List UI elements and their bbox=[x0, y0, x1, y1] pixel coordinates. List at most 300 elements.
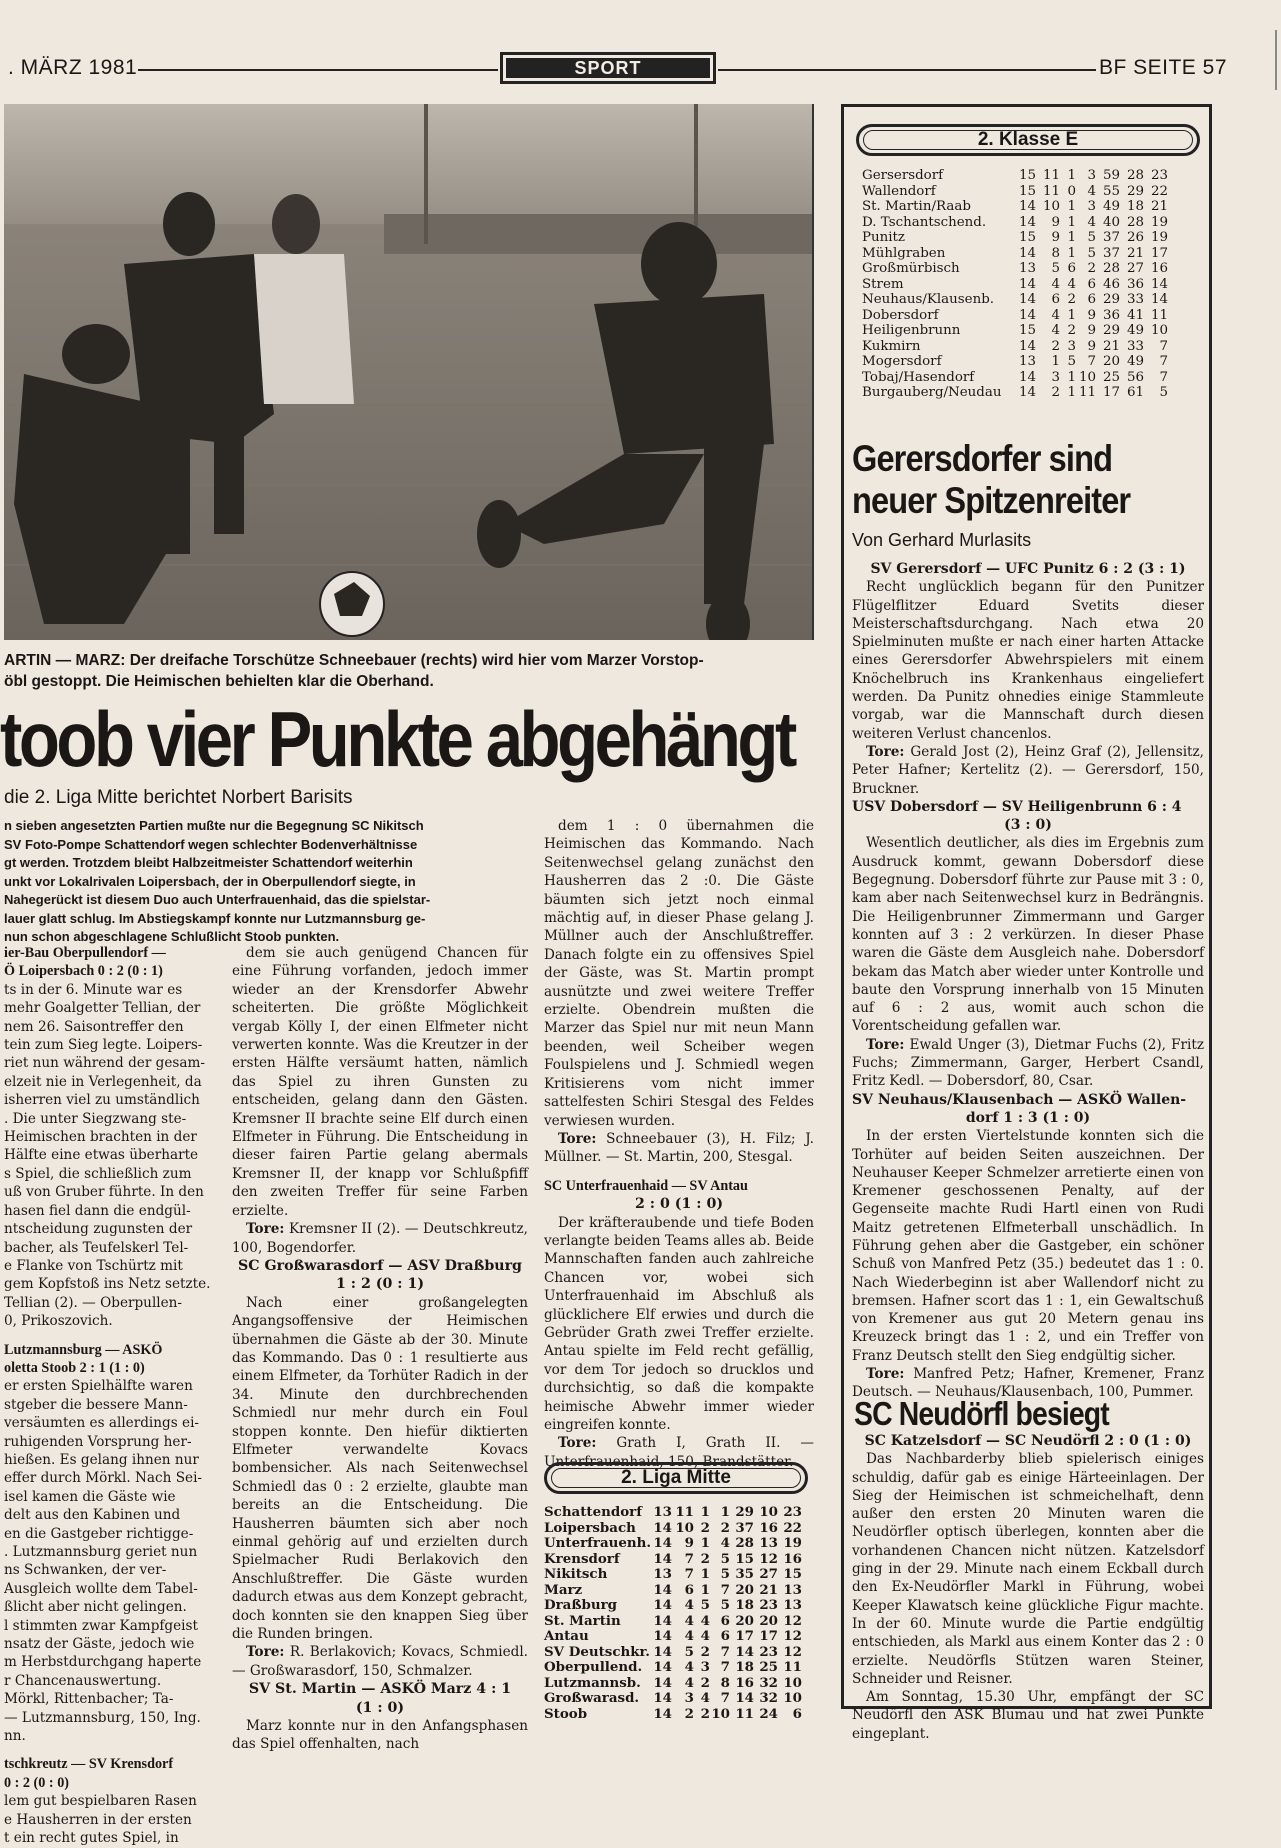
match-title: 0 : 2 (0 : 0) bbox=[4, 1774, 70, 1791]
main-lead bbox=[4, 817, 549, 947]
table-cell: 2 bbox=[700, 1674, 710, 1691]
table-row bbox=[544, 1676, 814, 1692]
table-cell: 1 bbox=[1067, 199, 1076, 214]
table-row bbox=[862, 261, 1202, 277]
table-cell: 4 bbox=[1087, 214, 1096, 230]
table-row bbox=[862, 246, 1202, 262]
table-cell: 35 bbox=[735, 1566, 754, 1582]
team-name: Antau bbox=[544, 1628, 589, 1644]
table-cell: 1 bbox=[700, 1566, 710, 1582]
table-row bbox=[862, 168, 1202, 184]
team-name: Großwarasd. bbox=[544, 1690, 640, 1706]
goals-text: Schneebauer (3), H. Filz; J. Müllner. — St. Martin, 200, Stesgal. bbox=[544, 1130, 814, 1166]
table-cell: 14 bbox=[653, 1612, 672, 1629]
table-cell: 14 bbox=[1018, 245, 1036, 261]
match-title: Ö Loipersbach 0 : 2 (0 : 1) bbox=[4, 963, 163, 980]
table-cell: 20 bbox=[759, 1612, 778, 1629]
table-cell: 27 bbox=[759, 1566, 778, 1582]
text-line: gem Kopfstoß ins Netz setzte. bbox=[4, 1276, 211, 1293]
table-cell: 7 bbox=[1159, 369, 1168, 385]
text-line: Heimischen brachten in der bbox=[4, 1129, 197, 1146]
match-title: tschkreutz — SV Krensdorf bbox=[4, 1756, 174, 1773]
table-cell: 20 bbox=[1102, 354, 1120, 369]
goals-label: Tore: bbox=[558, 1130, 597, 1147]
table-cell: 14 bbox=[653, 1705, 672, 1722]
table-cell: 2 bbox=[684, 1705, 694, 1722]
lead-line: unkt vor Lokalrivalen Loipersbach, der in Oberpullendorf siegte, in bbox=[4, 873, 416, 889]
lead-line: nun schon abgeschlagene Schlußlicht Stoob punkten. bbox=[4, 929, 340, 944]
table-cell: 37 bbox=[735, 1519, 754, 1536]
team-name: Marz bbox=[544, 1581, 583, 1598]
table-cell: 28 bbox=[1102, 261, 1120, 276]
match-title: SC Unterfrauenhaid — SV Antau bbox=[544, 1177, 748, 1194]
article-column-2 bbox=[232, 944, 528, 1754]
table-cell: 27 bbox=[1126, 261, 1144, 276]
table-cell: 4 bbox=[684, 1597, 694, 1613]
table-row bbox=[862, 323, 1202, 339]
table-row bbox=[544, 1614, 814, 1630]
table-cell: 22 bbox=[1150, 183, 1168, 199]
match-title: ier-Bau Oberpullendorf — bbox=[4, 945, 166, 961]
table-cell: 14 bbox=[653, 1659, 672, 1675]
text-line: tein zum Sieg legte. Loipers- bbox=[4, 1037, 203, 1054]
table-cell: 1 bbox=[1067, 168, 1076, 183]
liga-mitte-table bbox=[544, 1505, 814, 1722]
team-name: Dobersdorf bbox=[862, 307, 939, 323]
table-cell: 16 bbox=[735, 1674, 754, 1691]
goals-text: Ewald Unger (3), Dietmar Fuchs (2), Fritz Fuchs; Zimmermann, Garger, Herbert Csandl, Fritz Kedl. — Dobersdorf, 80, Csar. bbox=[852, 1036, 1204, 1090]
team-name: Mogersdorf bbox=[862, 354, 942, 369]
table-cell: 4 bbox=[700, 1628, 710, 1644]
klasse-e-table-title: 2. Klasse E bbox=[856, 124, 1200, 156]
team-name: Kukmirn bbox=[862, 338, 921, 354]
text-line: elzeit nie in Verlegenheit, da bbox=[4, 1073, 202, 1090]
table-row bbox=[544, 1552, 814, 1568]
right-byline: Von Gerhard Murlasits bbox=[852, 530, 1032, 550]
match-title: oletta Stoob 2 : 1 (1 : 0) bbox=[4, 1359, 145, 1376]
text-line: Hälfte eine etwas überharte bbox=[4, 1147, 199, 1164]
team-name: SV Deutschkr. bbox=[544, 1643, 650, 1660]
text-line: ts in der 6. Minute war es bbox=[4, 981, 183, 998]
table-cell: 25 bbox=[759, 1659, 778, 1675]
lead-line: n sieben angesetzten Partien mußte nur die Begegnung SC Nikitsch bbox=[4, 818, 424, 833]
table-cell: 13 bbox=[1018, 261, 1036, 276]
text-line: r Chancenauswertung. bbox=[4, 1672, 162, 1689]
table-cell: 2 bbox=[1051, 385, 1060, 400]
table-cell: 4 bbox=[684, 1674, 694, 1691]
table-cell: 23 bbox=[1150, 168, 1168, 183]
main-byline: die 2. Liga Mitte berichtet Norbert Barisits bbox=[4, 787, 353, 808]
table-cell: 13 bbox=[783, 1597, 802, 1613]
table-cell: 9 bbox=[1087, 323, 1096, 338]
table-cell: 12 bbox=[783, 1643, 802, 1660]
match-result: (1 : 0) bbox=[355, 1699, 405, 1716]
table-cell: 10 bbox=[675, 1519, 694, 1536]
photo-caption-line-1: ARTIN — MARZ: Der dreifache Torschütze Schneebauer (rechts) wird hier vom Marzer Vorstop- bbox=[4, 652, 704, 669]
table-cell: 4 bbox=[684, 1659, 694, 1675]
text-line: hasen fiel dann die endgül- bbox=[4, 1202, 191, 1219]
table-cell: 10 bbox=[711, 1705, 730, 1722]
table-cell: 14 bbox=[653, 1581, 672, 1598]
table-cell: 6 bbox=[792, 1705, 802, 1722]
table-cell: 1 bbox=[700, 1504, 710, 1520]
table-cell: 11 bbox=[735, 1705, 754, 1722]
paragraph: Recht unglücklich begann für den Punitzer Flügelflitzer Eduard Svetits dieser Meisterschaftsdurchgang. Nach etwa 20 Spielminuten mußte er nach einer harten Attacke eines Gerersdorfer Abwehrspielers mit einem Knöchelbruch ins Krankenhaus eingeliefert werden. Da Punitz ohnedies einige Stammleute vorgab, war die Mannschaft durch diesen weiteren Verlust chancenlos. bbox=[852, 579, 1204, 742]
goals-label: Tore: bbox=[866, 1036, 905, 1053]
table-row bbox=[544, 1505, 814, 1521]
lead-line: Nahegerückt ist diesem Duo auch Unterfrauenhaid, das die spielstar- bbox=[4, 892, 431, 907]
table-cell: 21 bbox=[759, 1581, 778, 1598]
table-cell: 26 bbox=[1126, 230, 1144, 245]
team-name: Großmürbisch bbox=[862, 261, 960, 276]
table-row bbox=[862, 184, 1202, 200]
table-cell: 7 bbox=[720, 1690, 730, 1706]
team-name: Heiligenbrunn bbox=[862, 323, 961, 338]
text-line: e Hausherren in der ersten bbox=[4, 1811, 192, 1828]
goals-text: Grath I, Grath II. — Unterfrauenhaid, 150, Brandstätter. bbox=[544, 1435, 814, 1470]
text-line: riet nun während der gesam- bbox=[4, 1055, 205, 1072]
table-cell: 8 bbox=[720, 1674, 730, 1691]
table-cell: 15 bbox=[1018, 230, 1036, 245]
table-cell: 14 bbox=[1018, 369, 1036, 385]
table-cell: 56 bbox=[1126, 369, 1144, 385]
table-cell: 29 bbox=[1102, 323, 1120, 338]
table-cell: 5 bbox=[720, 1597, 730, 1613]
match-photo-image bbox=[4, 104, 812, 640]
table-cell: 6 bbox=[1067, 261, 1076, 276]
table-cell: 19 bbox=[1150, 214, 1168, 230]
team-name: Burgauberg/Neudau bbox=[862, 385, 1002, 400]
table-cell: 3 bbox=[684, 1690, 694, 1706]
table-cell: 13 bbox=[1018, 354, 1036, 369]
match-result: SV St. Martin — ASKÖ Marz 4 : 1 bbox=[248, 1681, 512, 1698]
text-line: ns Schwanken, der ver- bbox=[4, 1562, 167, 1579]
table-cell: 11 bbox=[1042, 183, 1060, 199]
table-cell: 2 bbox=[700, 1550, 710, 1567]
table-cell: 14 bbox=[653, 1674, 672, 1691]
table-cell: 1 bbox=[1067, 245, 1076, 261]
goals-label: Tore: bbox=[866, 743, 905, 760]
goals-line bbox=[232, 1643, 528, 1680]
table-cell: 5 bbox=[1087, 245, 1096, 261]
table-cell: 16 bbox=[783, 1550, 802, 1567]
table-cell: 4 bbox=[1051, 276, 1060, 292]
table-cell: 14 bbox=[1018, 292, 1036, 307]
table-cell: 18 bbox=[735, 1659, 754, 1675]
table-cell: 15 bbox=[735, 1550, 754, 1567]
table-cell: 7 bbox=[1159, 354, 1168, 369]
table-cell: 5 bbox=[1159, 385, 1168, 400]
table-cell: 1 bbox=[700, 1581, 710, 1598]
text-line: hießen. Es gelang ihnen nur bbox=[4, 1451, 199, 1468]
text-line: l stimmten zwar Kampfgeist bbox=[4, 1617, 198, 1634]
table-cell: 14 bbox=[653, 1519, 672, 1536]
table-cell: 22 bbox=[783, 1519, 802, 1536]
table-cell: 7 bbox=[1159, 338, 1168, 354]
table-cell: 61 bbox=[1126, 385, 1144, 400]
table-cell: 7 bbox=[1087, 354, 1096, 369]
table-cell: 14 bbox=[1150, 292, 1168, 307]
table-cell: 2 bbox=[1051, 338, 1060, 354]
table-cell: 13 bbox=[653, 1504, 672, 1520]
table-cell: 5 bbox=[1087, 230, 1096, 245]
table-cell: 3 bbox=[700, 1659, 710, 1675]
table-row bbox=[862, 339, 1202, 355]
table-row bbox=[862, 277, 1202, 293]
goals-text: R. Berlakovich; Kovacs, Schmiedl. — Großwarasdorf, 150, Schmalzer. bbox=[232, 1644, 528, 1679]
header-date: . MÄRZ 1981 bbox=[8, 56, 138, 79]
paragraph: dem sie auch genügend Chancen für eine Führung vorfanden, jedoch immer wieder an der Krensdorfer Abwehr scheiterten. Die größte Möglichkeit vergab Kölly I, der einen Elfmeter nicht verwerten konnte. Was die Kreutzer in der ersten Hälfte versäumt hatten, nämlich das Spiel zu ihren Gunsten zu entscheiden, gelang dann den Gästen. Kremsner II brachte seine Elf durch einen Elfmeter in Führung. Die Entscheidung in dieser fairen Partie gelang abermals Kremsner II, der knapp vor Schlußpfiff den zweiten Treffer für seine Farben erzielte. bbox=[232, 945, 528, 1219]
table-cell: 2 bbox=[1087, 261, 1096, 276]
text-line: isel kamen die Gäste wie bbox=[4, 1488, 176, 1505]
table-cell: 2 bbox=[700, 1643, 710, 1660]
table-cell: 28 bbox=[1126, 168, 1144, 183]
table-row bbox=[544, 1598, 814, 1614]
text-line: — Lutzmannsburg, 150, Ing. bbox=[4, 1709, 201, 1726]
table-cell: 3 bbox=[1087, 199, 1096, 214]
text-line: Tellian (2). — Oberpullen- bbox=[4, 1294, 183, 1311]
paragraph: Marz konnte nur in den Anfangsphasen das Spiel offenhalten, nach bbox=[232, 1718, 528, 1753]
paragraph: In der ersten Viertelstunde konnten sich die Torhüter auf beiden Seiten auszeichnen. Der Neuhauser Keeper Schmelzer arretierte einen von Kremener geschossenen Penalty, auf der Gegenseite machte Rudi Hartl einen von Rudi Maitz getretenen Elfmeterball unschädlich. In Führung gehen aber die Gastgeber, ein schöner Schuß von Manfred Petz (35.) bedeutet das 1 : 0. Nach Wiederbeginn ist aber Wallendorf nicht zu bremsen. Hafner scort das 1 : 1, ein Gewaltschuß von Kremener aus gut 20 Metern genau ins Kreuzeck bringt das 1 : 2, und ein Treffer von Franz Deutsch stellt den Sieg endgültig sicher. bbox=[852, 1128, 1204, 1364]
table-row bbox=[544, 1567, 814, 1583]
table-cell: 14 bbox=[653, 1690, 672, 1706]
table-cell: 29 bbox=[735, 1504, 754, 1520]
table-cell: 7 bbox=[720, 1643, 730, 1660]
table-cell: 12 bbox=[783, 1612, 802, 1629]
table-row bbox=[862, 230, 1202, 246]
table-cell: 7 bbox=[720, 1581, 730, 1598]
table-row bbox=[544, 1521, 814, 1537]
table-cell: 5 bbox=[720, 1566, 730, 1582]
match-photo bbox=[4, 104, 814, 640]
table-cell: 10 bbox=[783, 1674, 802, 1691]
table-cell: 7 bbox=[684, 1566, 694, 1582]
section-badge bbox=[500, 52, 716, 84]
table-row bbox=[544, 1707, 814, 1723]
table-cell: 14 bbox=[1018, 307, 1036, 323]
text-line: . Lutzmannsburg geriet nun bbox=[4, 1544, 198, 1560]
text-line: 0, Prikoszovich. bbox=[4, 1313, 113, 1330]
table-cell: 9 bbox=[1087, 307, 1096, 323]
right-headline bbox=[852, 438, 1130, 522]
table-cell: 5 bbox=[700, 1597, 710, 1613]
text-line: . Die unter Siegzwang ste- bbox=[4, 1110, 187, 1127]
table-cell: 6 bbox=[1087, 276, 1096, 292]
text-line: Ausgleich wollte dem Tabel- bbox=[4, 1580, 198, 1597]
match-title: Lutzmannsburg — ASKÖ bbox=[4, 1341, 163, 1358]
page-edge-mark bbox=[1275, 30, 1277, 90]
table-cell: 21 bbox=[1150, 199, 1168, 214]
table-cell: 13 bbox=[783, 1581, 802, 1598]
photo-caption bbox=[4, 650, 812, 692]
team-name: Wallendorf bbox=[862, 183, 936, 199]
goals-text: Manfred Petz; Hafner, Kremener, Franz Deutsch. — Neuhaus/Klausenbach, 100, Pummer. bbox=[852, 1366, 1204, 1401]
table-cell: 25 bbox=[1102, 369, 1120, 385]
table-row bbox=[862, 308, 1202, 324]
text-line: isherren viel zu umständlich bbox=[4, 1092, 200, 1109]
text-line: effer durch Mörkl. Nach Sei- bbox=[4, 1470, 203, 1487]
table-cell: 20 bbox=[735, 1612, 754, 1629]
lead-line: gt werden. Trotzdem bleibt Halbzeitmeister Schattendorf weiterhin bbox=[4, 855, 413, 870]
table-cell: 8 bbox=[1051, 245, 1060, 261]
table-cell: 28 bbox=[735, 1535, 754, 1551]
match-result: 2 : 0 (1 : 0) bbox=[634, 1196, 724, 1213]
table-cell: 32 bbox=[759, 1674, 778, 1691]
goals-line bbox=[232, 1220, 528, 1257]
table-cell: 11 bbox=[675, 1504, 694, 1520]
table-cell: 3 bbox=[1051, 369, 1060, 385]
right-headline-2: SC Neudörfl besiegt bbox=[854, 1395, 1109, 1432]
match-result: (3 : 0) bbox=[1004, 817, 1052, 834]
text-line: Mörkl, Rittenbacher; Ta- bbox=[4, 1691, 174, 1708]
table-cell: 15 bbox=[1018, 323, 1036, 338]
table-cell: 18 bbox=[735, 1597, 754, 1613]
team-name: Neuhaus/Klausenb. bbox=[862, 292, 995, 307]
team-name: Tobaj/Hasendorf bbox=[862, 369, 975, 385]
table-row bbox=[862, 385, 1202, 401]
table-row bbox=[862, 199, 1202, 215]
table-cell: 49 bbox=[1126, 323, 1144, 338]
table-cell: 29 bbox=[1102, 292, 1120, 307]
table-cell: 23 bbox=[759, 1597, 778, 1613]
table-cell: 17 bbox=[735, 1628, 754, 1644]
table-cell: 4 bbox=[1087, 183, 1096, 199]
table-cell: 17 bbox=[759, 1628, 778, 1644]
table-cell: 4 bbox=[700, 1612, 710, 1629]
table-cell: 6 bbox=[684, 1581, 694, 1598]
table-cell: 36 bbox=[1126, 276, 1144, 292]
table-cell: 6 bbox=[720, 1612, 730, 1629]
table-cell: 40 bbox=[1102, 214, 1120, 230]
goals-line bbox=[544, 1130, 814, 1167]
right-headline-line-1: Gerersdorfer sind bbox=[852, 438, 1113, 479]
table-cell: 14 bbox=[653, 1628, 672, 1644]
table-cell: 49 bbox=[1102, 199, 1120, 214]
team-name: Oberpullend. bbox=[544, 1659, 643, 1675]
team-name: Nikitsch bbox=[544, 1566, 608, 1582]
main-headline: toob vier Punkte abgehängt bbox=[0, 695, 794, 783]
team-name: Draßburg bbox=[544, 1597, 618, 1613]
team-name: Stoob bbox=[544, 1705, 588, 1722]
table-cell: 18 bbox=[1126, 199, 1144, 214]
table-cell: 14 bbox=[653, 1550, 672, 1567]
goals-text: Kremsner II (2). — Deutschkreutz, 100, Bogendorfer. bbox=[232, 1221, 528, 1256]
table-cell: 36 bbox=[1102, 307, 1120, 323]
table-cell: 37 bbox=[1102, 230, 1120, 245]
table-cell: 5 bbox=[684, 1643, 694, 1660]
right-article-2 bbox=[852, 1432, 1204, 1743]
table-row bbox=[544, 1691, 814, 1707]
table-row bbox=[862, 370, 1202, 386]
article-column-1 bbox=[4, 944, 214, 1848]
team-name: Mühlgraben bbox=[862, 245, 946, 261]
table-cell: 14 bbox=[1150, 276, 1168, 292]
match-result: dorf 1 : 3 (1 : 0) bbox=[965, 1109, 1091, 1126]
match-title: USV Dobersdorf — SV Heiligenbrunn 6 : 4 bbox=[852, 798, 1182, 815]
text-line: delt aus den Kabinen und bbox=[4, 1507, 181, 1524]
text-line: m Herbstdurchgang haperte bbox=[4, 1654, 202, 1671]
right-headline-line-2: neuer Spitzenreiter bbox=[852, 480, 1131, 521]
goals-line bbox=[852, 1036, 1204, 1091]
text-line: s Spiel, die schließlich zum bbox=[4, 1165, 192, 1182]
table-cell: 10 bbox=[783, 1690, 802, 1706]
table-cell: 1 bbox=[700, 1535, 710, 1551]
match-result: 1 : 2 (0 : 1) bbox=[335, 1276, 425, 1293]
table-cell: 1 bbox=[720, 1504, 730, 1520]
goals-label: Tore: bbox=[558, 1435, 597, 1452]
goals-label: Tore: bbox=[866, 1366, 905, 1383]
right-article bbox=[852, 560, 1204, 1402]
team-name: Schattendorf bbox=[544, 1504, 642, 1520]
table-cell: 33 bbox=[1126, 292, 1144, 307]
table-cell: 2 bbox=[700, 1519, 710, 1536]
table-cell: 7 bbox=[684, 1550, 694, 1567]
table-cell: 12 bbox=[783, 1628, 802, 1644]
table-cell: 10 bbox=[1078, 369, 1096, 385]
paragraph: Der kräfteraubende und tiefe Boden verlangte beiden Teams alles ab. Beide Mannschaften fanden auch zahlreiche Chancen vor, wobei sich Unterfrauenhaid im Abschluß als glücklichere Elf erwies und durch die Gebrüder Grath zwei Treffer erzielte. Antau spielte im Feld recht gefällig, vor dem Tor jedoch so drucklos und durchsichtig, so daß die kompakte heimische Abwehr immer wieder eingreifen konnte. bbox=[544, 1214, 814, 1433]
table-cell: 4 bbox=[684, 1628, 694, 1644]
table-cell: 13 bbox=[653, 1566, 672, 1582]
table-cell: 37 bbox=[1102, 245, 1120, 261]
table-cell: 21 bbox=[1126, 245, 1144, 261]
table-cell: 2 bbox=[1067, 323, 1076, 338]
table-cell: 28 bbox=[1126, 214, 1144, 230]
table-cell: 14 bbox=[1018, 276, 1036, 292]
table-row bbox=[862, 292, 1202, 308]
table-cell: 1 bbox=[1051, 354, 1060, 369]
text-line: ntscheidung zugunsten der bbox=[4, 1221, 193, 1238]
section-label: SPORT bbox=[506, 58, 710, 78]
table-cell: 3 bbox=[1087, 168, 1096, 183]
table-cell: 13 bbox=[759, 1535, 778, 1551]
table-cell: 9 bbox=[1051, 230, 1060, 245]
table-cell: 46 bbox=[1102, 276, 1120, 292]
match-title: SV Neuhaus/Klausenbach — ASKÖ Wallen- bbox=[852, 1091, 1187, 1108]
table-row bbox=[544, 1645, 814, 1661]
goals-text: Gerald Jost (2), Heinz Graf (2), Jellensitz, Peter Hafner; Kertelitz (2). — Gerersdorf, 150, Bruckner. bbox=[852, 743, 1204, 797]
text-line: bacher, als Teufelskerl Tel- bbox=[4, 1239, 189, 1256]
table-cell: 23 bbox=[783, 1504, 802, 1520]
table-cell: 33 bbox=[1126, 338, 1144, 354]
table-row bbox=[544, 1583, 814, 1599]
text-line: er ersten Spielhälfte waren bbox=[4, 1378, 193, 1395]
lead-line: lauer glatt schlug. Im Abstiegskampf konnte nur Lutzmannsburg ge- bbox=[4, 910, 426, 926]
team-name: Punitz bbox=[862, 230, 905, 245]
spacer bbox=[544, 1167, 814, 1177]
team-name: Lutzmannsb. bbox=[544, 1674, 641, 1691]
table-cell: 6 bbox=[1051, 292, 1060, 307]
text-line: lem gut bespielbaren Rasen bbox=[4, 1793, 197, 1810]
goals-label: Tore: bbox=[246, 1644, 285, 1661]
match-result: SC Großwarasdorf — ASV Draßburg bbox=[238, 1257, 522, 1274]
paragraph: Am Sonntag, 15.30 Uhr, empfängt der SC Neudörfl den ASK Blumau und hat zwei Punkte eingeplant. bbox=[852, 1689, 1204, 1742]
text-line: nem 26. Saisontreffer den bbox=[4, 1018, 184, 1035]
table-cell: 15 bbox=[783, 1566, 802, 1582]
table-cell: 14 bbox=[653, 1597, 672, 1613]
table-cell: 14 bbox=[735, 1690, 754, 1706]
table-cell: 4 bbox=[700, 1690, 710, 1706]
table-cell: 14 bbox=[653, 1535, 672, 1551]
team-name: Unterfrauenh. bbox=[544, 1535, 652, 1551]
liga-mitte-table-title: 2. Liga Mitte bbox=[544, 1462, 808, 1494]
table-cell: 1 bbox=[1067, 385, 1076, 400]
table-cell: 24 bbox=[759, 1705, 778, 1722]
paragraph: Nach einer großangelegten Angangsoffensive der Heimischen übernahmen die Gäste ab der 30. Minute das Kommando. Das 0 : 1 resultierte aus einem Elfmeter, da Torhüter Radich in der 34. Minute den durchbrechenden Schmiedl nur mehr durch ein Foul stoppen konnte. Den hiefür diktierten Elfmeter verwandelte Kovacs bombensicher. Als nach Seitenwechsel Schmiedl das 0 : 2 erzielte, glaubte man bereits an die Entscheidung. Die Hausherren bäumten sich aber noch einmal gehörig auf und erzielten durch Spielmacher Rudi Berlakovich den Anschlußtreffer. Die Gäste wurden dadurch etwas aus dem Konzept gebracht, doch konnten sie den knappen Sieg über die Runden bringen. bbox=[232, 1294, 528, 1643]
spacer bbox=[4, 1745, 214, 1755]
table-row bbox=[544, 1629, 814, 1645]
table-cell: 19 bbox=[783, 1535, 802, 1551]
table-cell: 2 bbox=[700, 1705, 710, 1722]
